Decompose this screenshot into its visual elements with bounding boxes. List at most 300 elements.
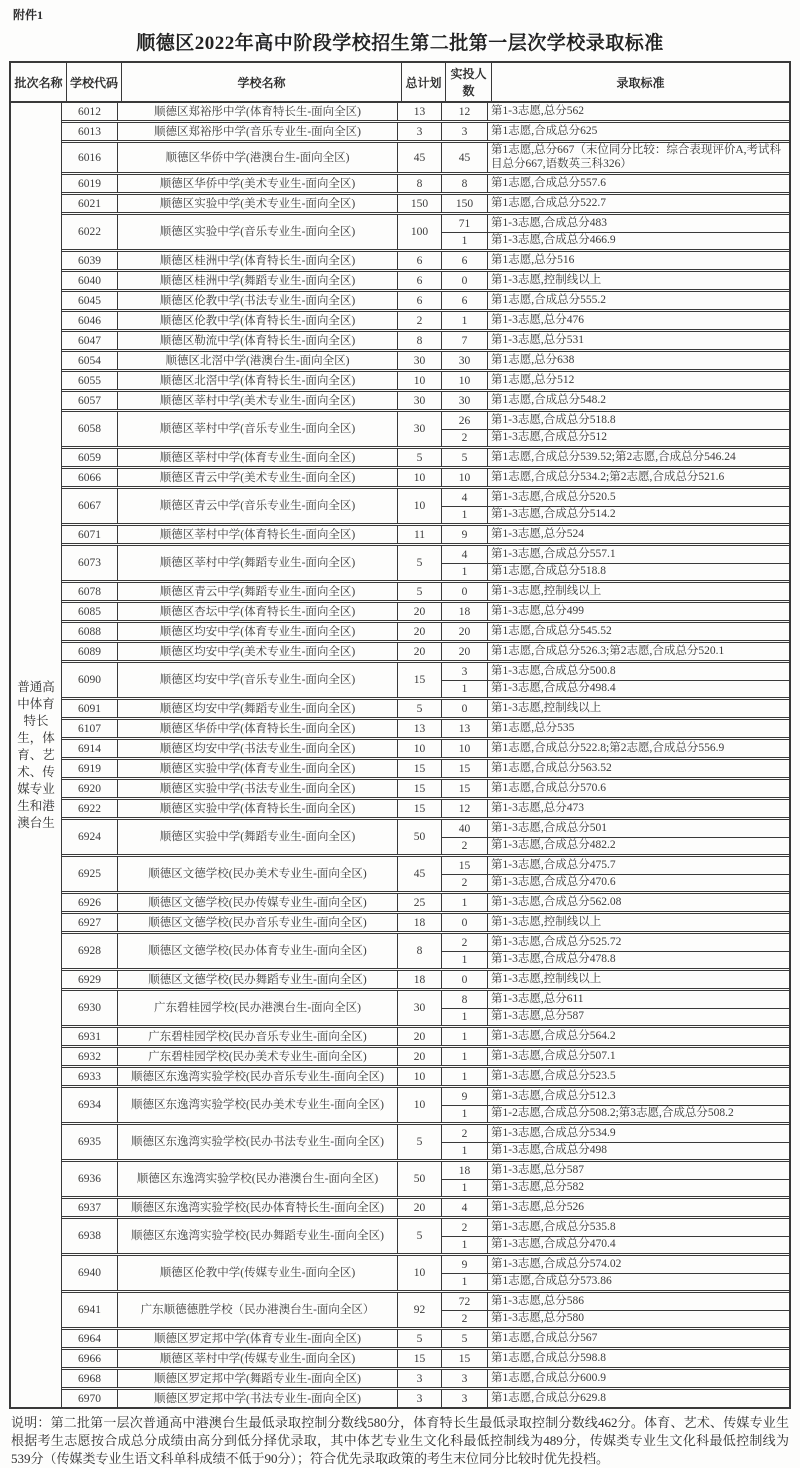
header-school-code: 学校代码 (66, 63, 121, 101)
total-plan: 5 (397, 700, 441, 717)
invest-count: 1 (441, 1068, 487, 1085)
invest-count: 10 (441, 372, 487, 389)
subrows (441, 215, 789, 249)
invest-count: 0 (441, 700, 487, 717)
total-plan: 5 (397, 583, 441, 600)
invest-count: 26 (441, 412, 487, 429)
admission-standard: 第1志愿,合成总分573.86 (487, 1274, 789, 1290)
school-name: 顺德区实验中学(体育专业生-面向全区) (117, 760, 397, 777)
subrow (441, 874, 789, 891)
admission-standard: 第1-3志愿,总分526 (487, 1199, 789, 1216)
total-plan: 10 (397, 1088, 441, 1122)
table-row (62, 968, 789, 988)
table-body (11, 103, 789, 1407)
school-name: 顺德区实验中学(美术专业生-面向全区) (117, 195, 397, 212)
school-name: 顺德区华侨中学(美术专业生-面向全区) (117, 175, 397, 192)
table-row (62, 1045, 789, 1065)
invest-count: 30 (441, 392, 487, 409)
total-plan: 13 (397, 720, 441, 737)
school-name: 广东碧桂园学校(民办美术专业生-面向全区) (117, 1048, 397, 1065)
school-code: 6022 (78, 226, 101, 238)
subrow (441, 1125, 789, 1142)
table-row (62, 103, 789, 120)
admission-standard: 第1-3志愿,合成总分523.5 (487, 1068, 789, 1085)
total-plan: 6 (397, 292, 441, 309)
school-name: 顺德区伦教中学(传媒专业生-面向全区) (117, 1256, 397, 1290)
subrows (441, 175, 789, 192)
batch-name-cell: 普通高中体育特长生，体育、艺术、传媒专业生和港澳台生 (11, 103, 62, 1407)
invest-count: 9 (441, 1256, 487, 1273)
invest-count: 2 (441, 875, 487, 891)
subrows (441, 894, 789, 911)
subrows (441, 123, 789, 140)
invest-count: 1 (441, 681, 487, 697)
total-plan: 50 (397, 1162, 441, 1196)
subrow (441, 429, 789, 446)
admission-standard: 第1志愿,合成总分526.3;第2志愿,合成总分520.1 (487, 643, 789, 660)
school-name: 顺德区桂洲中学(体育特长生-面向全区) (117, 252, 397, 269)
subrow (441, 506, 789, 523)
subrow (441, 623, 789, 640)
school-name: 顺德区实验中学(音乐专业生-面向全区) (117, 215, 397, 249)
total-plan: 20 (397, 643, 441, 660)
admission-standard: 第1-3志愿,总分562 (487, 103, 789, 120)
table-row (62, 446, 789, 466)
subrow (441, 1162, 789, 1179)
invest-count: 0 (441, 583, 487, 600)
subrow (441, 563, 789, 580)
table-row (62, 580, 789, 600)
subrow (441, 489, 789, 506)
school-code: 6107 (78, 722, 101, 735)
subrows (441, 740, 789, 757)
school-code: 6966 (78, 1352, 101, 1365)
total-plan: 15 (397, 800, 441, 817)
subrow (441, 143, 789, 172)
subrows (441, 526, 789, 543)
total-plan: 45 (397, 857, 441, 891)
school-code: 6016 (78, 151, 101, 164)
school-name: 顺德区文德学校(民办舞蹈专业生-面向全区) (117, 971, 397, 988)
subrows (441, 914, 789, 931)
admission-standard: 第1-3志愿,合成总分520.5 (487, 489, 789, 506)
table-row (62, 911, 789, 931)
subrows (441, 469, 789, 486)
invest-count: 2 (441, 838, 487, 854)
school-name: 顺德区伦教中学(书法专业生-面向全区) (117, 292, 397, 309)
subrows (441, 780, 789, 797)
total-plan: 20 (397, 603, 441, 620)
invest-count: 1 (441, 1106, 487, 1122)
school-name: 顺德区文德学校(民办美术专业生-面向全区) (117, 857, 397, 891)
subrows (441, 760, 789, 777)
table-row (62, 1387, 789, 1407)
table-row (62, 140, 789, 172)
total-plan: 18 (397, 914, 441, 931)
admission-standard: 第1志愿,合成总分545.52 (487, 623, 789, 640)
school-name: 顺德区桂洲中学(舞蹈专业生-面向全区) (117, 272, 397, 289)
invest-count: 18 (441, 603, 487, 620)
total-plan: 5 (397, 546, 441, 580)
invest-count: 5 (441, 449, 487, 466)
invest-count: 40 (441, 820, 487, 837)
admission-standard: 第1-3志愿,总分524 (487, 526, 789, 543)
table-row (62, 486, 789, 523)
subrow (441, 252, 789, 269)
subrows (441, 603, 789, 620)
subrows (441, 195, 789, 212)
invest-count: 150 (441, 195, 487, 212)
school-name: 顺德区莘村中学(体育专业生-面向全区) (117, 449, 397, 466)
subrow (441, 680, 789, 697)
admission-standard: 第1-3志愿,总分587 (487, 1009, 789, 1025)
admission-standard: 第1志愿,合成总分555.2 (487, 292, 789, 309)
subrow (441, 1105, 789, 1122)
table-row (62, 543, 789, 580)
admission-standard: 第1-3志愿,控制线以上 (487, 914, 789, 931)
subrow (441, 820, 789, 837)
school-code: 6066 (78, 471, 101, 484)
school-name: 顺德区杏坛中学(体育特长生-面向全区) (117, 603, 397, 620)
total-plan: 5 (397, 1125, 441, 1159)
invest-count: 1 (441, 1009, 487, 1025)
school-code: 6933 (78, 1070, 101, 1083)
school-code: 6088 (78, 625, 101, 638)
subrow (441, 232, 789, 249)
subrows (441, 312, 789, 329)
subrows (441, 546, 789, 580)
subrows (441, 1068, 789, 1085)
admission-standard: 第1志愿,合成总分563.52 (487, 760, 789, 777)
admission-standard: 第1志愿,总分512 (487, 372, 789, 389)
subrow (441, 292, 789, 309)
school-code: 6046 (78, 314, 101, 327)
school-code: 6071 (78, 528, 101, 541)
table-row (62, 389, 789, 409)
admission-standard: 第1-3志愿,总分587 (487, 1162, 789, 1179)
admission-standard: 第1-3志愿,合成总分512 (487, 430, 789, 446)
school-code: 6937 (78, 1201, 101, 1214)
subrow (441, 1219, 789, 1236)
invest-count: 9 (441, 1088, 487, 1105)
admission-standard: 第1-3志愿,控制线以上 (487, 272, 789, 289)
school-code: 6057 (78, 394, 101, 407)
admission-standard: 第1-3志愿,合成总分562.08 (487, 894, 789, 911)
school-name: 顺德区华侨中学(港澳台生-面向全区) (117, 143, 397, 172)
table-row (62, 466, 789, 486)
subrows (441, 1293, 789, 1327)
school-name: 顺德区均安中学(舞蹈专业生-面向全区) (117, 700, 397, 717)
subrows (441, 412, 789, 446)
header-invest-count: 实投人数 (445, 63, 491, 101)
subrows (441, 1219, 789, 1253)
subrow (441, 1310, 789, 1327)
subrow (441, 1236, 789, 1253)
school-code: 6089 (78, 645, 101, 658)
invest-count: 12 (441, 103, 487, 120)
subrow (441, 123, 789, 140)
table-row (62, 1085, 789, 1122)
admission-standard: 第1-3志愿,合成总分507.1 (487, 1048, 789, 1065)
subrows (441, 1028, 789, 1045)
table-row (62, 1216, 789, 1253)
subrow (441, 857, 789, 874)
admission-standard: 第1-3志愿,合成总分482.2 (487, 838, 789, 854)
total-plan: 20 (397, 1199, 441, 1216)
subrows (441, 489, 789, 523)
admission-standard: 第1-3志愿,总分476 (487, 312, 789, 329)
total-plan: 10 (397, 1256, 441, 1290)
school-code: 6067 (78, 500, 101, 512)
school-code: 6919 (78, 762, 101, 775)
school-code: 6924 (78, 831, 101, 843)
invest-count: 2 (441, 934, 487, 951)
admission-standard: 第1志愿,合成总分548.2 (487, 392, 789, 409)
subrows (441, 820, 789, 854)
admission-standard: 第1-3志愿,合成总分498.4 (487, 681, 789, 697)
page-title: 顺德区2022年高中阶段学校招生第二批第一层次学校录取标准 (136, 33, 664, 54)
table-row (62, 620, 789, 640)
subrows (441, 1370, 789, 1387)
school-code: 6941 (78, 1304, 101, 1316)
table-row (62, 1253, 789, 1290)
admission-standard: 第1志愿,合成总分625 (487, 123, 789, 140)
total-plan: 25 (397, 894, 441, 911)
school-name: 顺德区东逸湾实验学校(民办书法专业生-面向全区) (117, 1125, 397, 1159)
table-row (62, 931, 789, 968)
admission-standard: 第1-3志愿,合成总分501 (487, 820, 789, 837)
school-code: 6021 (78, 197, 101, 210)
table-row (62, 737, 789, 757)
school-name: 顺德区郑裕彤中学(音乐专业生-面向全区) (117, 123, 397, 140)
admission-standard: 第1志愿,合成总分557.6 (487, 175, 789, 192)
admission-standard: 第1-3志愿,合成总分557.1 (487, 546, 789, 563)
table-row (62, 891, 789, 911)
total-plan: 20 (397, 1028, 441, 1045)
school-code: 6936 (78, 1173, 101, 1185)
attachment-label: 附件1 (13, 8, 44, 22)
school-code: 6073 (78, 557, 101, 569)
subrow (441, 971, 789, 988)
total-plan: 20 (397, 1048, 441, 1065)
subrow (441, 603, 789, 620)
school-name: 顺德区东逸湾实验学校(民办港澳台生-面向全区) (117, 1162, 397, 1196)
school-code: 6013 (78, 125, 101, 138)
invest-count: 8 (441, 991, 487, 1008)
total-plan: 30 (397, 352, 441, 369)
school-code: 6054 (78, 354, 101, 367)
school-name: 顺德区均安中学(体育专业生-面向全区) (117, 623, 397, 640)
invest-count: 45 (441, 143, 487, 172)
school-name: 顺德区青云中学(舞蹈专业生-面向全区) (117, 583, 397, 600)
total-plan: 6 (397, 272, 441, 289)
table-row (62, 369, 789, 389)
subrows (441, 991, 789, 1025)
subrow (441, 372, 789, 389)
total-plan: 10 (397, 489, 441, 523)
total-plan: 3 (397, 123, 441, 140)
school-name: 顺德区文德学校(民办体育专业生-面向全区) (117, 934, 397, 968)
admission-standard: 第1-3志愿,总分611 (487, 991, 789, 1008)
subrow (441, 175, 789, 192)
total-plan: 6 (397, 252, 441, 269)
school-code: 6045 (78, 294, 101, 307)
invest-count: 3 (441, 1390, 487, 1407)
invest-count: 1 (441, 312, 487, 329)
subrows (441, 583, 789, 600)
subrows (441, 1125, 789, 1159)
invest-count: 4 (441, 1199, 487, 1216)
school-code: 6970 (78, 1392, 101, 1405)
total-plan: 10 (397, 740, 441, 757)
school-code: 6012 (78, 105, 101, 118)
total-plan: 15 (397, 760, 441, 777)
total-plan: 10 (397, 469, 441, 486)
school-name: 顺德区北滘中学(体育特长生-面向全区) (117, 372, 397, 389)
table-row (62, 1327, 789, 1347)
header-admission-standard: 录取标准 (491, 63, 789, 101)
subrow (441, 740, 789, 757)
total-plan: 20 (397, 623, 441, 640)
total-plan: 50 (397, 820, 441, 854)
subrows (441, 143, 789, 172)
subrow (441, 412, 789, 429)
subrow (441, 934, 789, 951)
school-code: 6059 (78, 451, 101, 464)
school-name: 广东碧桂园学校(民办港澳台生-面向全区) (117, 991, 397, 1025)
school-name: 顺德区莘村中学(音乐专业生-面向全区) (117, 412, 397, 446)
subrow (441, 1256, 789, 1273)
table-row (62, 854, 789, 891)
invest-count: 1 (441, 1237, 487, 1253)
admission-standard: 第1志愿,总分638 (487, 352, 789, 369)
school-name: 顺德区伦教中学(体育特长生-面向全区) (117, 312, 397, 329)
total-plan: 150 (397, 195, 441, 212)
admission-standard: 第1-3志愿,总分582 (487, 1180, 789, 1196)
admission-standard: 第1-3志愿,合成总分470.4 (487, 1237, 789, 1253)
subrow (441, 800, 789, 817)
admission-standard: 第1志愿,合成总分522.8;第2志愿,合成总分556.9 (487, 740, 789, 757)
subrow (441, 951, 789, 968)
total-plan: 10 (397, 372, 441, 389)
invest-count: 1 (441, 1274, 487, 1290)
table-row (62, 1025, 789, 1045)
total-plan: 10 (397, 1068, 441, 1085)
invest-count: 1 (441, 564, 487, 580)
invest-count: 15 (441, 1350, 487, 1367)
admission-standard: 第1志愿,合成总分600.9 (487, 1370, 789, 1387)
table-row (62, 697, 789, 717)
subrow (441, 760, 789, 777)
header-total-plan: 总计划 (401, 63, 445, 101)
admission-standard: 第1-3志愿,总分586 (487, 1293, 789, 1310)
school-code: 6925 (78, 868, 101, 880)
invest-count: 8 (441, 175, 487, 192)
table-row (62, 660, 789, 697)
subrows (441, 372, 789, 389)
school-name: 顺德区郑裕彤中学(体育特长生-面向全区) (117, 103, 397, 120)
admission-standard: 第1志愿,合成总分522.7 (487, 195, 789, 212)
school-name: 顺德区文德学校(民办音乐专业生-面向全区) (117, 914, 397, 931)
total-plan: 8 (397, 332, 441, 349)
total-plan: 92 (397, 1293, 441, 1327)
table-row (62, 329, 789, 349)
invest-count: 1 (441, 1180, 487, 1196)
subrow (441, 526, 789, 543)
subrow (441, 720, 789, 737)
invest-count: 4 (441, 546, 487, 563)
admission-standard: 第1-3志愿,总分473 (487, 800, 789, 817)
school-code: 6078 (78, 585, 101, 598)
school-code: 6091 (78, 702, 101, 715)
invest-count: 0 (441, 272, 487, 289)
admission-standard: 第1-3志愿,合成总分525.72 (487, 934, 789, 951)
total-plan: 15 (397, 663, 441, 697)
subrows (441, 800, 789, 817)
school-code: 6932 (78, 1050, 101, 1063)
school-name: 顺德区均安中学(书法专业生-面向全区) (117, 740, 397, 757)
admission-standard: 第1-2志愿,合成总分508.2;第3志愿,合成总分508.2 (487, 1106, 789, 1122)
subrows (441, 1390, 789, 1407)
table-row (62, 1159, 789, 1196)
admission-standard: 第1志愿,总分516 (487, 252, 789, 269)
school-code: 6931 (78, 1030, 101, 1043)
table-row (62, 409, 789, 446)
subrow (441, 1390, 789, 1407)
school-name: 顺德区东逸湾实验学校(民办美术专业生-面向全区) (117, 1088, 397, 1122)
subrow (441, 1088, 789, 1105)
subrows (441, 700, 789, 717)
school-code: 6928 (78, 945, 101, 957)
admission-standard: 第1-3志愿,合成总分514.2 (487, 507, 789, 523)
invest-count: 2 (441, 1125, 487, 1142)
school-code: 6055 (78, 374, 101, 387)
table-row (62, 1347, 789, 1367)
subrow (441, 1179, 789, 1196)
admission-standard: 第1-3志愿,合成总分500.8 (487, 663, 789, 680)
subrow (441, 1330, 789, 1347)
school-name: 顺德区东逸湾实验学校(民办音乐专业生-面向全区) (117, 1068, 397, 1085)
invest-count: 6 (441, 252, 487, 269)
invest-count: 3 (441, 663, 487, 680)
subrow (441, 1273, 789, 1290)
invest-count: 1 (441, 507, 487, 523)
total-plan: 15 (397, 780, 441, 797)
school-name: 顺德区实验中学(书法专业生-面向全区) (117, 780, 397, 797)
school-code: 6040 (78, 274, 101, 287)
subrows (441, 1048, 789, 1065)
total-plan: 45 (397, 143, 441, 172)
header-batch-name: 批次名称 (14, 75, 63, 90)
subrows (441, 1162, 789, 1196)
admission-standard: 第1志愿,总分535 (487, 720, 789, 737)
total-plan: 30 (397, 412, 441, 446)
invest-count: 7 (441, 332, 487, 349)
table-row (62, 269, 789, 289)
school-name: 广东顺德德胜学校（民办港澳台生-面向全区） (117, 1293, 397, 1327)
total-plan: 5 (397, 1330, 441, 1347)
table-row (62, 717, 789, 737)
subrow (441, 583, 789, 600)
table-row (62, 757, 789, 777)
school-name: 顺德区青云中学(音乐专业生-面向全区) (117, 489, 397, 523)
invest-count: 1 (441, 1143, 487, 1159)
invest-count: 3 (441, 123, 487, 140)
subrows (441, 1256, 789, 1290)
subrow (441, 1028, 789, 1045)
table-row (62, 349, 789, 369)
table-header-row (11, 63, 789, 103)
